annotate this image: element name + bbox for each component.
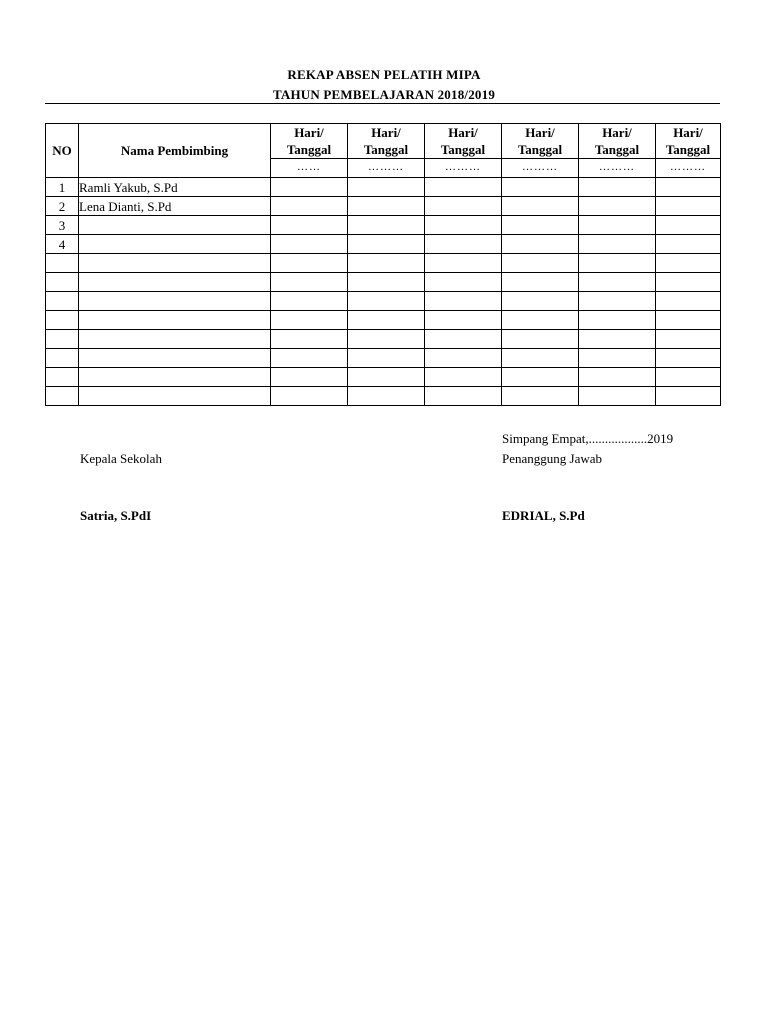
attendance-cell (579, 178, 656, 197)
attendance-cell (348, 368, 425, 387)
row-number (46, 292, 79, 311)
column-header-day-line1: Hari/ (448, 125, 478, 140)
attendance-cell (348, 235, 425, 254)
attendance-cell (425, 292, 502, 311)
column-header-day-line2: Tanggal (440, 142, 486, 157)
attendance-cell (502, 197, 579, 216)
row-number (46, 273, 79, 292)
trainer-name (79, 216, 271, 235)
table-row (46, 254, 721, 273)
attendance-cell (656, 387, 721, 406)
column-header-day-line2: Tanggal (363, 142, 409, 157)
table-row (46, 273, 721, 292)
trainer-name (79, 254, 271, 273)
attendance-cell (656, 235, 721, 254)
attendance-cell (348, 349, 425, 368)
title-divider (45, 103, 720, 104)
attendance-cell (348, 292, 425, 311)
attendance-cell (656, 311, 721, 330)
attendance-cell (502, 178, 579, 197)
row-number: 4 (46, 235, 79, 254)
attendance-cell (579, 254, 656, 273)
attendance-cell (579, 368, 656, 387)
column-header-day (656, 124, 721, 159)
attendance-cell (502, 273, 579, 292)
column-header-day (579, 124, 656, 159)
trainer-name: Ramli Yakub, S.Pd (79, 178, 271, 197)
attendance-cell (348, 254, 425, 273)
attendance-table (45, 123, 721, 406)
row-number: 1 (46, 178, 79, 197)
date-placeholder-dots: ……… (425, 159, 502, 178)
attendance-cell (348, 273, 425, 292)
attendance-cell (502, 216, 579, 235)
attendance-cell (348, 330, 425, 349)
column-header-day-line2: Tanggal (517, 142, 563, 157)
attendance-cell (502, 235, 579, 254)
attendance-cell (271, 235, 348, 254)
date-placeholder-dots: …… (271, 159, 348, 178)
table-row (46, 368, 721, 387)
attendance-cell (579, 349, 656, 368)
trainer-name: Lena Dianti, S.Pd (79, 197, 271, 216)
row-number (46, 330, 79, 349)
attendance-cell (579, 235, 656, 254)
table-row (46, 330, 721, 349)
attendance-cell (579, 330, 656, 349)
attendance-cell (656, 292, 721, 311)
attendance-cell (656, 349, 721, 368)
column-header-day-line1: Hari/ (294, 125, 324, 140)
attendance-cell (425, 387, 502, 406)
column-header-day-line1: Hari/ (371, 125, 401, 140)
attendance-cell (425, 311, 502, 330)
attendance-cell (271, 254, 348, 273)
column-header-day (271, 124, 348, 159)
attendance-cell (425, 368, 502, 387)
place-date: Simpang Empat,..................2019 (502, 431, 674, 446)
attendance-cell (425, 349, 502, 368)
attendance-cell (656, 178, 721, 197)
attendance-cell (425, 178, 502, 197)
table-row (46, 387, 721, 406)
trainer-name (79, 368, 271, 387)
row-number (46, 387, 79, 406)
column-header-day (502, 124, 579, 159)
attendance-cell (579, 197, 656, 216)
table-row (46, 311, 721, 330)
attendance-cell (271, 292, 348, 311)
attendance-cell (348, 178, 425, 197)
attendance-cell (425, 254, 502, 273)
attendance-cell (656, 330, 721, 349)
trainer-name (79, 311, 271, 330)
table-body (46, 178, 721, 406)
left-signatory-name: Satria, S.PdI (80, 508, 152, 523)
attendance-cell (348, 216, 425, 235)
table-header-row (46, 124, 721, 159)
attendance-cell (271, 330, 348, 349)
attendance-cell (502, 254, 579, 273)
table-row (46, 349, 721, 368)
date-placeholder-dots: ……… (579, 159, 656, 178)
attendance-cell (271, 216, 348, 235)
right-signatory-role: Penanggung Jawab (502, 451, 603, 466)
trainer-name (79, 349, 271, 368)
attendance-cell (271, 368, 348, 387)
attendance-cell (271, 349, 348, 368)
left-signatory-role: Kepala Sekolah (80, 451, 162, 466)
row-number (46, 349, 79, 368)
table-row (46, 235, 721, 254)
attendance-cell (502, 292, 579, 311)
column-header-day-line1: Hari/ (673, 125, 703, 140)
attendance-cell (656, 368, 721, 387)
table-row (46, 197, 721, 216)
attendance-cell (348, 197, 425, 216)
attendance-cell (656, 273, 721, 292)
attendance-cell (348, 387, 425, 406)
attendance-cell (425, 273, 502, 292)
row-number: 2 (46, 197, 79, 216)
date-placeholder-dots: ……… (502, 159, 579, 178)
attendance-cell (502, 387, 579, 406)
column-header-no: NO (46, 124, 79, 178)
attendance-cell (656, 197, 721, 216)
attendance-cell (425, 330, 502, 349)
attendance-cell (579, 216, 656, 235)
column-header-day-line2: Tanggal (665, 142, 711, 157)
column-header-day-line1: Hari/ (602, 125, 632, 140)
trainer-name (79, 330, 271, 349)
attendance-cell (425, 216, 502, 235)
trainer-name (79, 235, 271, 254)
attendance-cell (271, 273, 348, 292)
attendance-cell (579, 273, 656, 292)
attendance-cell (502, 368, 579, 387)
right-signatory-name: EDRIAL, S.Pd (502, 508, 585, 523)
attendance-cell (425, 235, 502, 254)
column-header-day-line2: Tanggal (286, 142, 332, 157)
table-row (46, 292, 721, 311)
attendance-cell (579, 387, 656, 406)
attendance-cell (502, 330, 579, 349)
trainer-name (79, 387, 271, 406)
attendance-cell (502, 311, 579, 330)
column-header-day (425, 124, 502, 159)
attendance-cell (579, 311, 656, 330)
column-header-name: Nama Pembimbing (79, 124, 271, 178)
row-number (46, 368, 79, 387)
attendance-cell (271, 197, 348, 216)
document-subtitle: TAHUN PEMBELAJARAN 2018/2019 (272, 87, 496, 102)
attendance-cell (271, 178, 348, 197)
table-row (46, 216, 721, 235)
attendance-cell (348, 311, 425, 330)
trainer-name (79, 292, 271, 311)
attendance-cell (656, 216, 721, 235)
attendance-cell (271, 311, 348, 330)
attendance-cell (656, 254, 721, 273)
date-placeholder-dots: ……… (348, 159, 425, 178)
row-number (46, 254, 79, 273)
attendance-cell (425, 197, 502, 216)
document-title: REKAP ABSEN PELATIH MIPA (287, 67, 481, 82)
date-placeholder-dots: ……… (656, 159, 721, 178)
row-number (46, 311, 79, 330)
table-row (46, 178, 721, 197)
column-header-day-line2: Tanggal (594, 142, 640, 157)
trainer-name (79, 273, 271, 292)
attendance-cell (579, 292, 656, 311)
row-number: 3 (46, 216, 79, 235)
column-header-day-line1: Hari/ (525, 125, 555, 140)
column-header-day (348, 124, 425, 159)
attendance-cell (502, 349, 579, 368)
attendance-cell (271, 387, 348, 406)
